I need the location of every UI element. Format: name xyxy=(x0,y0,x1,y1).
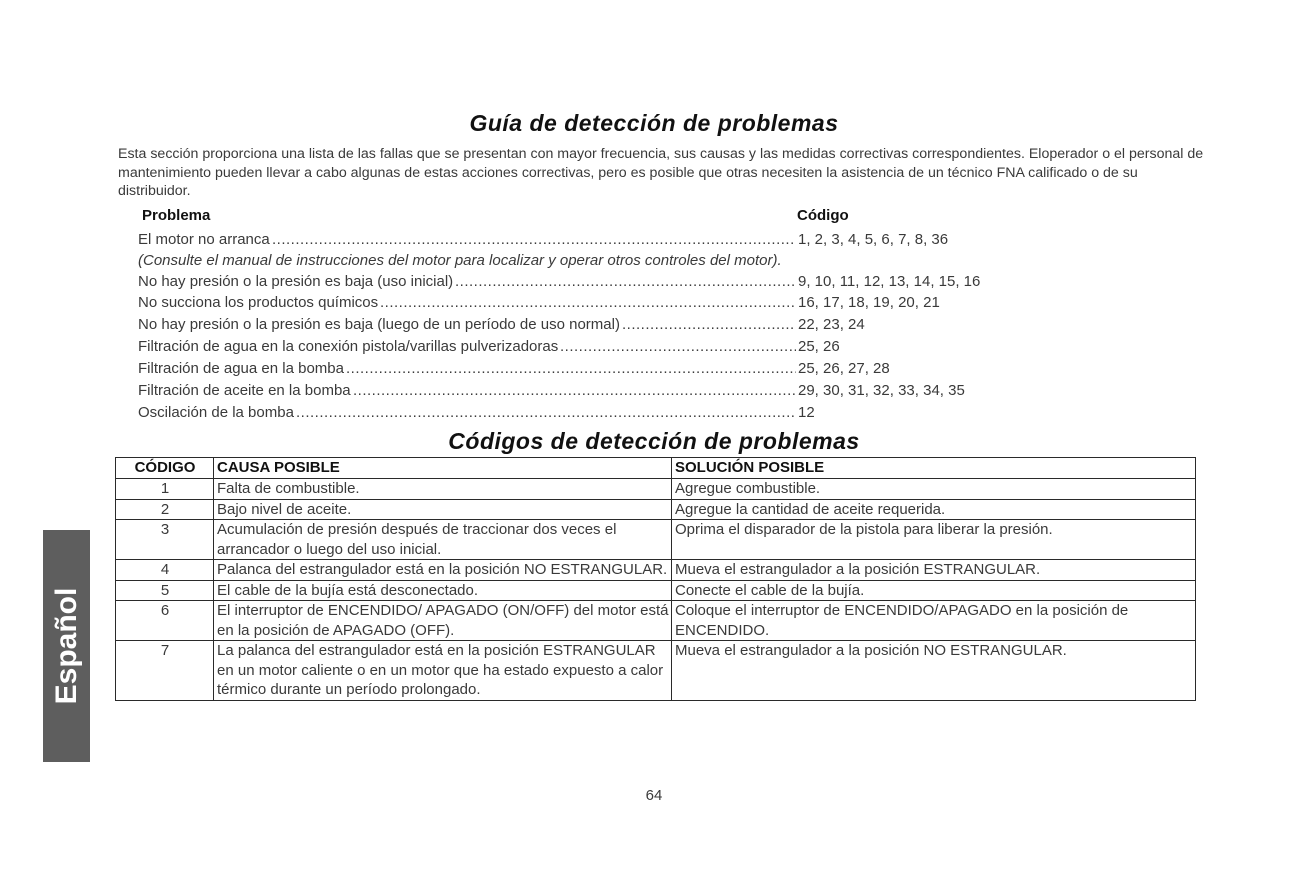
code-column-header: Código xyxy=(797,207,849,224)
problem-codes: 29, 30, 31, 32, 33, 34, 35 xyxy=(798,382,965,399)
problem-row xyxy=(138,271,1018,292)
problem-column-header: Problema xyxy=(142,207,211,224)
page-title: Guía de detección de problemas xyxy=(469,110,839,136)
problem-row xyxy=(138,380,1018,401)
problem-codes: 16, 17, 18, 19, 20, 21 xyxy=(798,294,940,311)
cause-cell: La palanca del estrangulador está en la posición ESTRANGULAR en un motor caliente o en un motor que ha estado expuesto a calor térmico durante un período prolongado. xyxy=(214,641,672,701)
problem-row xyxy=(138,292,1018,313)
motor-note: (Consulte el manual de instrucciones del motor para localizar y operar otros controles del motor). xyxy=(138,252,782,269)
problem-name: No succiona los productos químicos xyxy=(138,294,379,311)
code-cell: 7 xyxy=(116,641,214,701)
problem-name: No hay presión o la presión es baja (uso inicial) xyxy=(138,273,454,290)
problem-codes: 22, 23, 24 xyxy=(798,316,865,333)
problem-name: Filtración de aceite en la bomba xyxy=(138,382,351,399)
language-side-tab xyxy=(43,530,90,762)
problem-codes: 12 xyxy=(798,404,815,421)
cause-cell: El interruptor de ENCENDIDO/ APAGADO (ON/OFF) del motor está en la posición de APAGADO (OFF). xyxy=(214,601,672,641)
cause-cell: Falta de combustible. xyxy=(214,479,672,500)
solution-cell: Coloque el interruptor de ENCENDIDO/APAGADO en la posición de ENCENDIDO. xyxy=(672,601,1196,641)
codes-section-title: Códigos de detección de problemas xyxy=(448,428,860,454)
leader-dots xyxy=(353,380,796,401)
problem-codes: 1, 2, 3, 4, 5, 6, 7, 8, 36 xyxy=(798,231,949,248)
page-number: 64 xyxy=(645,787,663,804)
code-cell: 6 xyxy=(116,601,214,641)
problem-name: Filtración de agua en la conexión pistola/varillas pulverizadoras xyxy=(138,338,559,355)
solution-cell: Agregue combustible. xyxy=(672,479,1196,500)
code-cell: 2 xyxy=(116,499,214,520)
problem-row xyxy=(138,358,1018,379)
problem-name: El motor no arranca xyxy=(138,231,270,248)
cause-cell: El cable de la bujía está desconectado. xyxy=(214,580,672,601)
code-header: CÓDIGO xyxy=(116,458,214,479)
problem-row xyxy=(138,336,1018,357)
table-row xyxy=(116,499,1196,520)
leader-dots xyxy=(296,402,796,423)
solution-cell: Conecte el cable de la bujía. xyxy=(672,580,1196,601)
table-row xyxy=(116,479,1196,500)
solution-cell: Oprima el disparador de la pistola para liberar la presión. xyxy=(672,520,1196,560)
intro-paragraph: Esta sección proporciona una lista de las fallas que se presentan con mayor frecuencia, sus causas y las medidas correctivas correspondientes. Eloperador o el personal de mantenimiento pueden llevar a cabo algunas de estas acciones correctivas, pero es posible que otras necesiten la asistencia de un técnico FNA calificado o de su distribuidor. xyxy=(118,146,1204,199)
problem-row xyxy=(138,229,1018,250)
solution-cell: Mueva el estrangulador a la posición ESTRANGULAR. xyxy=(672,560,1196,581)
problem-name: Filtración de agua en la bomba xyxy=(138,360,344,377)
problem-name: No hay presión o la presión es baja (luego de un período de uso normal) xyxy=(138,316,620,333)
solution-cell: Mueva el estrangulador a la posición NO ESTRANGULAR. xyxy=(672,641,1196,701)
problem-codes: 9, 10, 11, 12, 13, 14, 15, 16 xyxy=(798,273,981,290)
solution-cell: Agregue la cantidad de aceite requerida. xyxy=(672,499,1196,520)
code-cell: 4 xyxy=(116,560,214,581)
table-row xyxy=(116,560,1196,581)
table-row xyxy=(116,580,1196,601)
solution-header: SOLUCIÓN POSIBLE xyxy=(672,458,1196,479)
problem-row xyxy=(138,402,1018,423)
problem-row xyxy=(138,314,1018,335)
code-cell: 5 xyxy=(116,580,214,601)
code-cell: 3 xyxy=(116,520,214,560)
table-row xyxy=(116,520,1196,560)
problem-codes: 25, 26 xyxy=(798,338,840,355)
leader-dots xyxy=(346,358,796,379)
problem-codes: 25, 26, 27, 28 xyxy=(798,360,890,377)
troubleshooting-codes-table xyxy=(115,457,1196,701)
table-header-row xyxy=(116,458,1196,479)
language-tab-label: Español xyxy=(49,587,83,705)
cause-cell: Bajo nivel de aceite. xyxy=(214,499,672,520)
cause-cell: Acumulación de presión después de traccionar dos veces el arrancador o luego del uso inicial. xyxy=(214,520,672,560)
leader-dots xyxy=(560,336,796,357)
leader-dots xyxy=(272,229,796,250)
leader-dots xyxy=(455,271,796,292)
code-cell: 1 xyxy=(116,479,214,500)
cause-cell: Palanca del estrangulador está en la posición NO ESTRANGULAR. xyxy=(214,560,672,581)
problem-name: Oscilación de la bomba xyxy=(138,404,294,421)
table-row xyxy=(116,601,1196,641)
leader-dots xyxy=(622,314,796,335)
table-row xyxy=(116,641,1196,701)
cause-header: CAUSA POSIBLE xyxy=(214,458,672,479)
leader-dots xyxy=(380,292,796,313)
